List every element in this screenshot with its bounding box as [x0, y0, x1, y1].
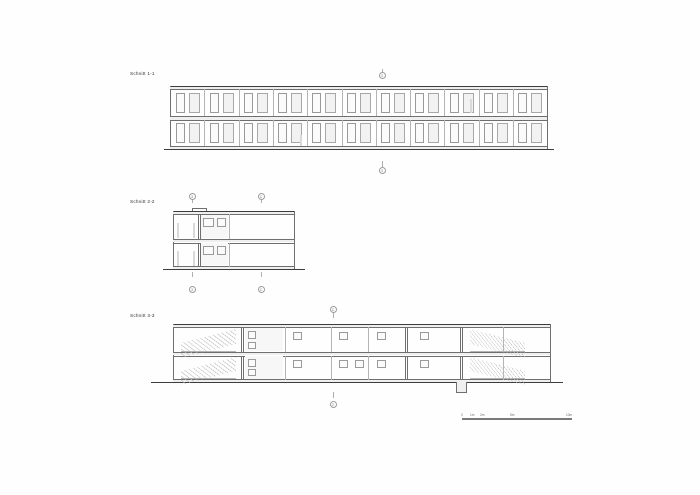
bay-divider: [239, 120, 240, 147]
window: [176, 93, 185, 113]
window: [381, 123, 390, 143]
bay-divider: [479, 89, 480, 116]
scale-segment: [472, 418, 482, 420]
bay-divider: [342, 89, 343, 116]
bay-divider: [410, 89, 411, 116]
window: [176, 123, 185, 143]
opening: [248, 331, 256, 339]
structural-wall: [243, 327, 244, 352]
wall-right: [550, 324, 551, 382]
floor-line-upper-b: [173, 356, 551, 357]
opening: [248, 369, 256, 376]
slab-poche-upper: [170, 117, 547, 120]
window: [484, 123, 493, 143]
opening: [377, 332, 386, 340]
section-title-2-2: Schnitt 2-2: [130, 199, 155, 204]
stair-base: [470, 351, 525, 352]
bay-divider: [444, 120, 445, 147]
opening: [293, 332, 302, 340]
window: [381, 93, 390, 113]
bay-divider: [376, 120, 377, 147]
shaft-base: [456, 392, 467, 393]
structural-wall: [241, 327, 242, 352]
slab-poche-upper: [173, 353, 550, 356]
scale-bar: [462, 414, 572, 426]
opening: [339, 332, 348, 340]
slab-poche-ground: [173, 267, 294, 269]
structural-wall: [405, 327, 406, 352]
bay-divider: [239, 89, 240, 116]
window: [415, 93, 424, 113]
window: [518, 93, 527, 113]
window: [347, 93, 356, 113]
structural-wall: [241, 356, 242, 380]
section-drawing-1-1: [170, 80, 550, 160]
window: [497, 93, 508, 113]
bay-divider: [410, 120, 411, 147]
axis-bubble: 3: [379, 72, 386, 79]
axis-bubble: C: [258, 286, 265, 293]
window: [531, 123, 542, 143]
window: [278, 93, 287, 113]
slab-poche-roof: [173, 212, 294, 214]
bay-divider: [307, 120, 308, 147]
roof-structure: [206, 208, 207, 211]
roof-structure: [192, 208, 206, 209]
partition: [368, 356, 369, 380]
structural-wall: [407, 356, 408, 380]
entry-door: [300, 135, 302, 146]
window: [518, 123, 527, 143]
opening: [248, 359, 256, 367]
scale-label: 0: [461, 413, 463, 417]
window: [463, 93, 474, 113]
shaft-fill: [457, 382, 466, 392]
opening: [293, 360, 302, 368]
partition: [229, 243, 230, 267]
partition: [198, 214, 199, 239]
bay-divider: [273, 89, 274, 116]
interior-element: [217, 246, 226, 255]
structural-wall: [243, 356, 244, 380]
wall-right: [294, 211, 295, 269]
window: [531, 93, 542, 113]
window: [415, 123, 424, 143]
window: [244, 93, 253, 113]
bay-divider: [273, 120, 274, 147]
partition-mark: [470, 99, 472, 113]
bay-divider: [376, 89, 377, 116]
partition: [331, 356, 332, 380]
window: [428, 93, 439, 113]
axis-bubble: 3: [379, 167, 386, 174]
window: [428, 123, 439, 143]
slab-poche-ground: [173, 380, 550, 382]
opening: [339, 360, 348, 368]
partition: [331, 327, 332, 352]
axis-bubble: C: [330, 306, 337, 313]
bay-divider: [513, 89, 514, 116]
structural-wall: [460, 327, 461, 352]
partition: [285, 356, 286, 380]
axis-bubble: 3: [189, 193, 196, 200]
roof-underside: [173, 327, 551, 328]
axis-tick: [333, 392, 334, 398]
axis-bubble: C: [258, 193, 265, 200]
structural-wall: [407, 327, 408, 352]
bay-divider: [444, 89, 445, 116]
axis-tick: [192, 272, 193, 277]
bay-divider: [513, 120, 514, 147]
floor-line-upper-b: [173, 243, 295, 244]
section-drawing-2-2: [173, 206, 303, 276]
partition: [229, 214, 230, 239]
window: [189, 123, 200, 143]
scale-label: 5m: [510, 413, 515, 417]
roof-structure: [192, 208, 193, 211]
section-drawing-3-3: [173, 322, 563, 392]
door-mark: [177, 251, 179, 266]
partition: [368, 327, 369, 352]
axis-bubble: 2: [330, 401, 337, 408]
window: [450, 93, 459, 113]
window: [223, 123, 234, 143]
window: [291, 93, 302, 113]
window: [278, 123, 287, 143]
scale-label: 10m: [566, 413, 573, 417]
window: [360, 93, 371, 113]
slab-poche-upper: [173, 240, 294, 243]
opening: [420, 332, 429, 340]
slab-poche-ground: [170, 147, 547, 149]
roof-underside: [170, 89, 548, 90]
opening: [420, 360, 429, 368]
interior-element: [203, 218, 214, 227]
scale-segment: [462, 418, 472, 420]
door-mark: [193, 251, 195, 266]
window: [463, 123, 474, 143]
scale-label: 2m: [480, 413, 485, 417]
bay-divider: [307, 89, 308, 116]
stair-base: [181, 378, 236, 379]
bay-divider: [342, 120, 343, 147]
axis-tick: [261, 272, 262, 277]
ground-line: [151, 382, 563, 383]
window: [394, 93, 405, 113]
door-mark: [177, 223, 179, 238]
opening: [248, 342, 256, 349]
interior-element: [217, 218, 226, 227]
scale-segment: [512, 418, 572, 420]
structural-wall: [462, 356, 463, 380]
structural-wall: [405, 356, 406, 380]
door-mark: [193, 223, 195, 238]
structural-wall: [462, 327, 463, 352]
window: [450, 123, 459, 143]
window: [312, 93, 321, 113]
stair-base: [470, 378, 525, 379]
scale-segment: [482, 418, 512, 420]
window: [484, 93, 493, 113]
shaft-wall: [466, 382, 467, 392]
bay-divider: [204, 120, 205, 147]
section-title-1-1: Schnitt 1-1: [130, 71, 155, 76]
window: [394, 123, 405, 143]
partition: [198, 243, 199, 267]
window: [360, 123, 371, 143]
window: [210, 123, 219, 143]
window: [312, 123, 321, 143]
window: [223, 93, 234, 113]
window: [257, 123, 268, 143]
bay-divider: [479, 120, 480, 147]
slab-poche-roof: [170, 87, 547, 89]
window: [497, 123, 508, 143]
wall-right: [547, 86, 548, 149]
roof-underside: [173, 214, 295, 215]
stair-base: [181, 351, 236, 352]
opening: [355, 360, 364, 368]
ground-line: [164, 149, 554, 150]
window: [347, 123, 356, 143]
window: [189, 93, 200, 113]
ground-line: [163, 269, 305, 270]
scale-label: 1m: [470, 413, 475, 417]
window: [257, 93, 268, 113]
window: [244, 123, 253, 143]
window: [325, 93, 336, 113]
slab-poche-roof: [173, 325, 550, 327]
window: [325, 123, 336, 143]
window: [210, 93, 219, 113]
section-title-3-3: Schnitt 3-3: [130, 313, 155, 318]
interior-element: [203, 246, 214, 255]
opening: [377, 360, 386, 368]
partition: [285, 327, 286, 352]
structural-wall: [460, 356, 461, 380]
bay-divider: [204, 89, 205, 116]
axis-bubble: 3: [189, 286, 196, 293]
